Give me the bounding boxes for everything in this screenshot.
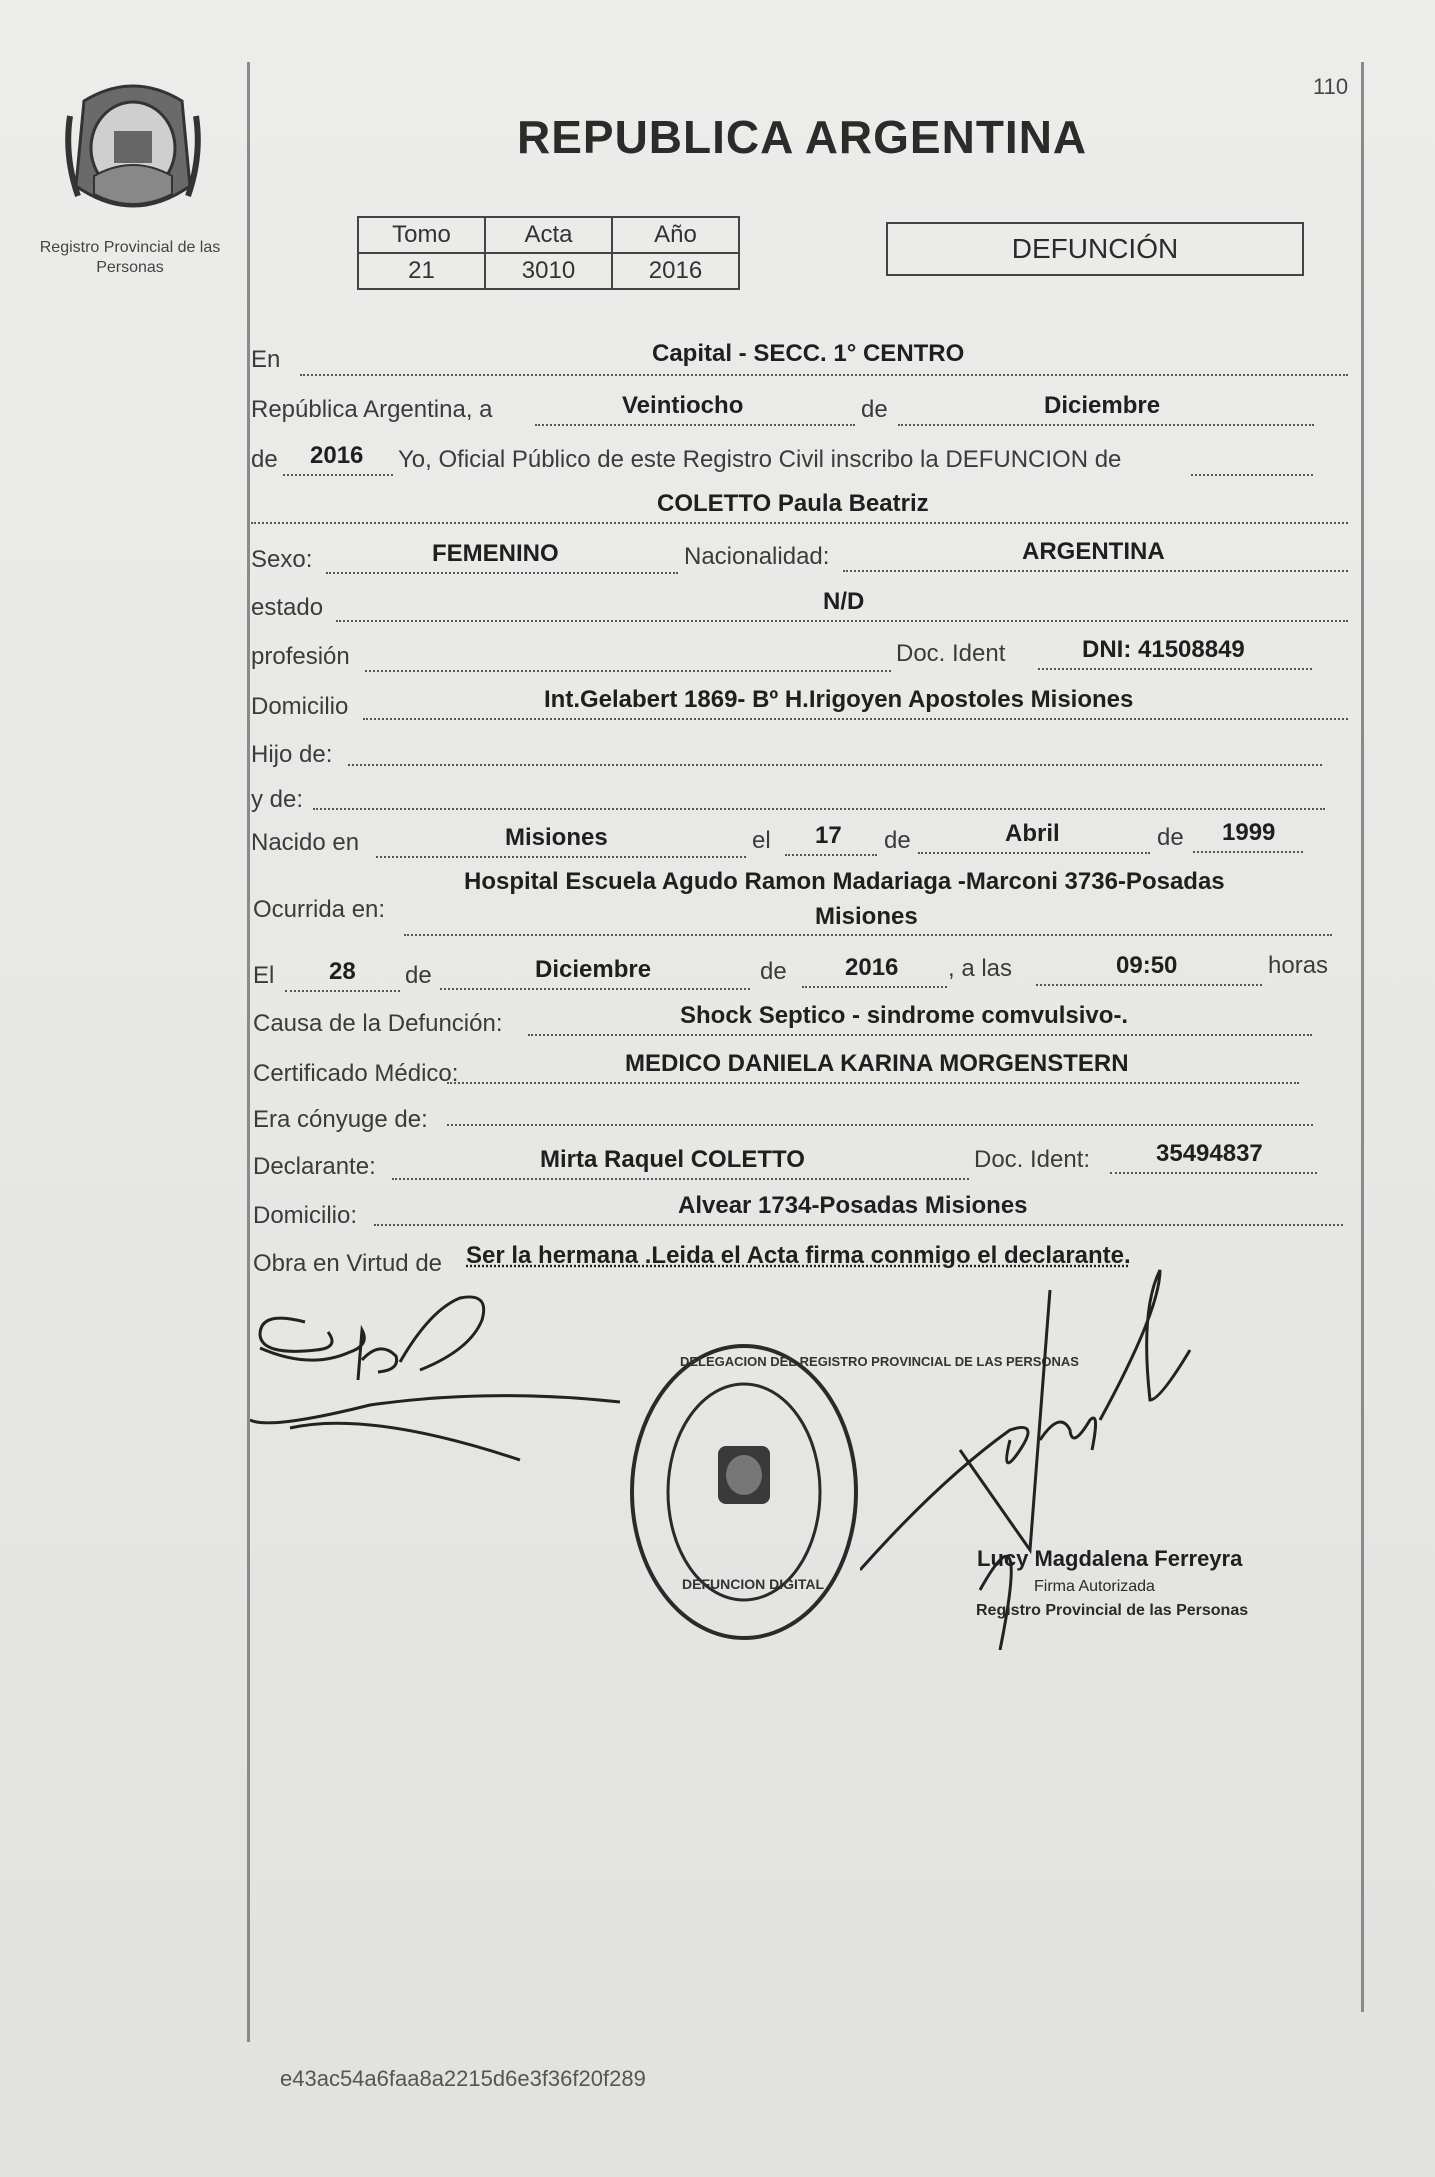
muerte-hora: 09:50	[1116, 952, 1178, 979]
estado-value: N/D	[823, 588, 865, 615]
muerte-dia: 28	[329, 958, 356, 985]
en-line	[300, 374, 1348, 376]
officer-org: Registro Provincial de las Personas	[976, 1602, 1249, 1619]
ocurrida-line2: Misiones	[815, 903, 918, 930]
declaration-sentence: Yo, Oficial Público de este Registro Civil inscribo la DEFUNCION de	[398, 446, 1122, 473]
muerte-anio: 2016	[845, 954, 899, 981]
registry-header-acta: Acta	[485, 217, 612, 253]
officer-name: Lucy Magdalena Ferreyra	[977, 1546, 1243, 1571]
name-line	[251, 522, 1348, 524]
de-label-6: de	[760, 958, 787, 985]
sentence-line	[1191, 474, 1313, 476]
nacionalidad-value: ARGENTINA	[1022, 538, 1165, 565]
nacido-label: Nacido en	[251, 829, 360, 856]
causa-value: Shock Septico - sindrome comvulsivo-.	[680, 1002, 1129, 1029]
nacido-mes: Abril	[1005, 820, 1060, 847]
year-line	[283, 474, 393, 476]
muerte-mes: Diciembre	[535, 956, 652, 983]
en-label: En	[251, 346, 281, 373]
registry-value-acta: 3010	[485, 253, 612, 289]
stamp-ring-text: DELEGACION DEL REGISTRO PROVINCIAL DE LAS PERSONAS	[680, 1354, 1079, 1369]
registry-header-anio: Año	[612, 217, 739, 253]
record-type-box: DEFUNCIÓN	[886, 222, 1304, 276]
certificado-line	[447, 1082, 1299, 1084]
ocurrida-line	[404, 934, 1332, 936]
declarante-label: Declarante:	[253, 1153, 376, 1180]
right-margin-line	[1361, 62, 1364, 2012]
muerte-anio-line	[802, 986, 947, 988]
domicilio-label: Domicilio	[251, 693, 349, 720]
sexo-value: FEMENINO	[432, 540, 559, 567]
registry-value-anio: 2016	[612, 253, 739, 289]
de-label-1: de	[861, 396, 888, 423]
hijo-label: Hijo de:	[251, 741, 333, 768]
obra-label: Obra en Virtud de	[253, 1250, 443, 1277]
domicilio2-label: Domicilio:	[253, 1202, 358, 1229]
declarante-line	[392, 1178, 969, 1180]
year-value: 2016	[310, 442, 364, 469]
nacionalidad-label: Nacionalidad:	[684, 543, 830, 570]
declarante-doc-label: Doc. Ident:	[974, 1146, 1091, 1173]
domicilio2-line	[374, 1224, 1343, 1226]
conyuge-label: Era cónyuge de:	[253, 1106, 428, 1133]
nacido-anio-line	[1193, 851, 1303, 853]
province-seal	[64, 76, 202, 226]
domicilio-line	[363, 718, 1348, 720]
stamp-inner-text: DEFUNCION DIGITAL	[682, 1576, 825, 1592]
day-line	[535, 424, 855, 426]
republica-label: República Argentina, a	[251, 396, 493, 423]
nacido-dia: 17	[815, 822, 842, 849]
certificado-value: MEDICO DANIELA KARINA MORGENSTERN	[625, 1050, 1129, 1077]
ocurrida-label: Ocurrida en:	[253, 896, 386, 923]
hijo-line	[348, 764, 1322, 766]
de-label-3: de	[884, 827, 911, 854]
muerte-mes-line	[440, 988, 750, 990]
causa-label: Causa de la Defunción:	[253, 1010, 503, 1037]
document-hash: e43ac54a6faa8a2215d6e3f36f20f289	[280, 2066, 646, 2091]
domicilio-value: Int.Gelabert 1869- Bº H.Irigoyen Apostoles Misiones	[544, 686, 1134, 713]
obra-value: Ser la hermana .Leida el Acta firma conmigo el declarante.	[466, 1242, 1131, 1269]
nacido-dia-line	[785, 854, 877, 856]
nacido-mes-line	[918, 852, 1150, 854]
muerte-hora-line	[1036, 984, 1262, 986]
deceased-name: COLETTO Paula Beatriz	[657, 490, 929, 517]
declarante-doc-line	[1110, 1172, 1317, 1174]
document-title: REPUBLICA ARGENTINA	[517, 111, 1088, 163]
conyuge-line	[447, 1124, 1313, 1126]
profesion-line	[365, 670, 891, 672]
sexo-line	[326, 572, 678, 574]
left-margin-line	[247, 62, 250, 2042]
de-label-4: de	[1157, 824, 1184, 851]
registry-table	[357, 216, 740, 290]
issuer-label: Registro Provincial de las Personas	[39, 239, 221, 276]
day-value: Veintiocho	[622, 392, 744, 419]
ocurrida-line1: Hospital Escuela Agudo Ramon Madariaga -Marconi 3736-Posadas	[464, 868, 1225, 895]
nacido-lugar: Misiones	[505, 824, 608, 851]
horas-label: horas	[1268, 952, 1329, 979]
doc-ident-line	[1038, 668, 1312, 670]
el2-label: El	[253, 962, 275, 989]
profesion-label: profesión	[251, 643, 350, 670]
alas-label: , a las	[948, 955, 1013, 982]
en-value: Capital - SECC. 1° CENTRO	[652, 340, 965, 367]
de-label-2: de	[251, 446, 278, 473]
causa-line	[528, 1034, 1312, 1036]
domicilio2-value: Alvear 1734-Posadas Misiones	[678, 1192, 1028, 1219]
officer-role: Firma Autorizada	[1034, 1578, 1155, 1595]
estado-label: estado	[251, 594, 324, 621]
estado-line	[336, 620, 1348, 622]
nacido-lugar-line	[376, 856, 746, 858]
registry-value-tomo: 21	[358, 253, 485, 289]
certificado-label: Certificado Médico:	[253, 1060, 459, 1087]
page-number: 110	[1313, 74, 1349, 99]
el-label: el	[752, 827, 771, 854]
yde-line	[313, 808, 1325, 810]
month-value: Diciembre	[1044, 392, 1161, 419]
yde-label: y de:	[251, 786, 304, 813]
muerte-dia-line	[285, 990, 400, 992]
nacionalidad-line	[843, 570, 1348, 572]
sexo-label: Sexo:	[251, 546, 313, 573]
de-label-5: de	[405, 962, 432, 989]
declarante-doc-value: 35494837	[1156, 1140, 1263, 1167]
doc-ident-value: DNI: 41508849	[1082, 636, 1245, 663]
official-stamp	[624, 1338, 864, 1646]
nacido-anio: 1999	[1222, 819, 1276, 846]
month-line	[898, 424, 1314, 426]
declarante-value: Mirta Raquel COLETTO	[540, 1146, 805, 1173]
registry-header-tomo: Tomo	[358, 217, 485, 253]
doc-ident-label: Doc. Ident	[896, 640, 1006, 667]
declarant-signature	[250, 1290, 630, 1480]
